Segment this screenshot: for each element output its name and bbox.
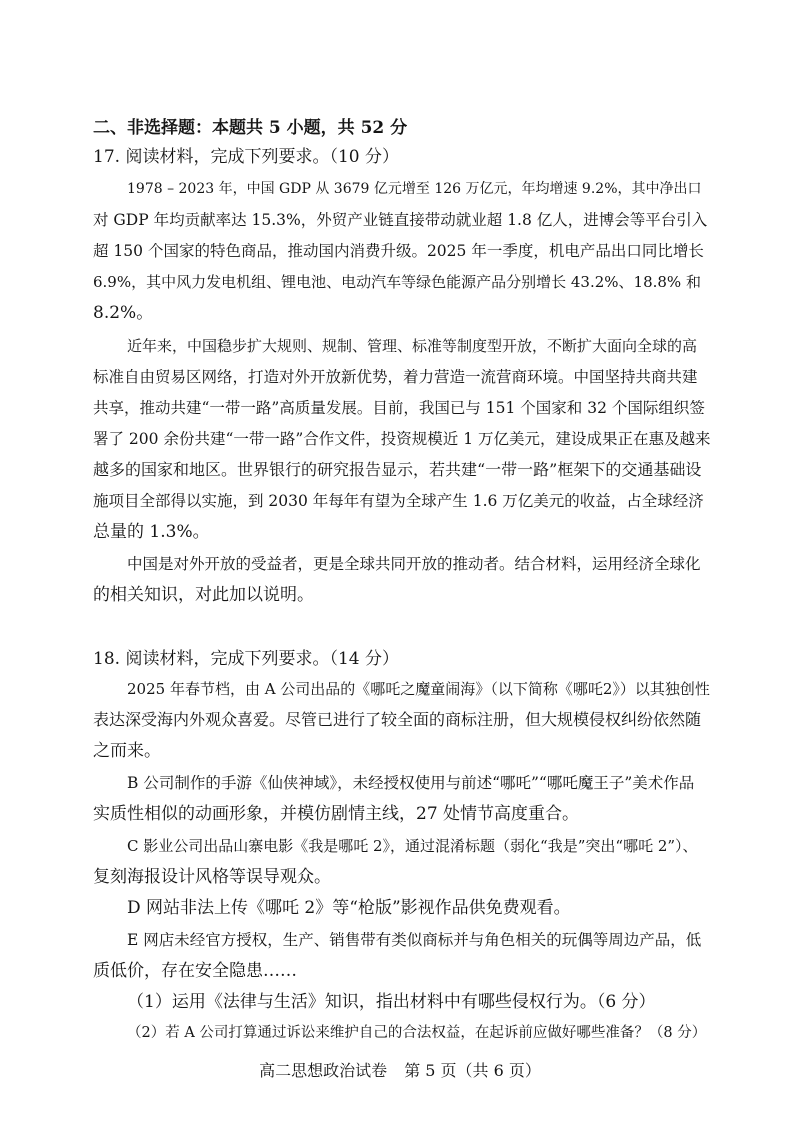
q17-p1-line2: 对 GDP 年均贡献率达 15.3%，外贸产业链直接带动就业超 1.8 亿人，进博会等平台引入 [93,211,708,229]
page-footer [0,1058,800,1081]
section-header: 二、非选择题：本题共 5 小题，共 52 分 [93,118,408,138]
q17-question-line2: 的相关知识，对此加以说明。 [93,585,314,605]
q17-question-line1: 中国是对外开放的受益者，更是全球共同开放的推动者。结合材料，运用经济全球化 [127,555,701,573]
q17-p1-line1: 1978 – 2023 年，中国 GDP 从 3679 亿元增至 126 万亿元，年均增速 9.2%，其中净出口 [127,181,702,197]
q17-p2-line5: 越多的国家和地区。世界银行的研究报告显示，若共建“一带一路”框架下的交通基础设 [93,460,702,479]
q18-title: 18. 阅读材料，完成下列要求。（14 分） [93,649,399,669]
q17-p2-line4: 署了 200 余份共建“一带一路”合作文件，投资规模近 1 万亿美元，建设成果正在惠及越来 [93,430,711,448]
q17-p2-line2: 标准自由贸易区网络，打造对外开放新优势，着力营造一流营商环境。中国坚持共商共建 [93,368,698,386]
q18-p4-line1: D 网站非法上传《哪吒 2》等“枪版”影视作品供免费观看。 [127,898,571,918]
q17-p2-line6: 施项目全部得以实施，到 2030 年每年有望为全球产生 1.6 万亿美元的收益，占全球经济 [93,492,704,510]
q17-p2-line1: 近年来，中国稳步扩大规则、规制、管理、标准等制度型开放，不断扩大面向全球的高 [127,337,698,355]
q18-p1-line3: 之而来。 [93,741,161,761]
q18-subquestion-1: （1）运用《法律与生活》知识，指出材料中有哪些侵权行为。（6 分） [127,992,656,1012]
q18-p1-line2: 表达深受海内外观众喜爱。尽管已进行了较全面的商标注册，但大规模侵权纠纷依然随 [93,710,702,729]
q18-p3-line1: C 影业公司出品山寨电影《我是哪吒 2》，通过混淆标题（弱化“我是”突出“哪吒 2”）、 [127,837,698,855]
q18-p2-line2: 实质性相似的动画形象，并模仿剧情主线，27 处情节高度重合。 [93,804,580,824]
q18-p5-line1: E 网店未经官方授权，生产、销售带有类似商标并与角色相关的玩偶等周边产品，低 [127,931,702,949]
q17-p1-line5: 8.2%。 [93,303,154,323]
q18-p5-line2: 质低价，存在安全隐患…… [93,961,297,981]
q18-p1-line1: 2025 年春节档，由 A 公司出品的《哪吒之魔童闹海》（以下简称《哪吒2》）以其独创性 [127,680,710,698]
q18-subquestion-2: （2）若 A 公司打算通过诉讼来维护自己的合法权益，在起诉前应做好哪些准备？（8 分） [127,1025,707,1041]
q18-p2-line1: B 公司制作的手游《仙侠神域》，未经授权使用与前述“哪吒”“哪吒魔王子”美术作品 [127,774,695,792]
q18-p3-line2: 复刻海报设计风格等误导观众。 [93,867,331,887]
q17-p2-line7: 总量的 1.3%。 [93,522,210,542]
q17-p2-line3: 共享，推动共建“一带一路”高质量发展。目前，我国已与 151 个国家和 32 个国际组织签 [93,399,705,417]
q17-title: 17. 阅读材料，完成下列要求。（10 分） [93,147,399,167]
footer-page-number: 第 5 页（共 6 页） [404,1061,541,1080]
q17-p1-line3: 超 150 个国家的特色商品，推动国内消费升级。2025 年一季度，机电产品出口同比增长 [93,242,704,260]
q17-p1-line4: 6.9%，其中风力发电机组、锂电池、电动汽车等绿色能源产品分别增长 43.2%、18.8% 和 [93,273,701,291]
footer-exam-name: 高二思想政治试卷 [259,1061,388,1080]
